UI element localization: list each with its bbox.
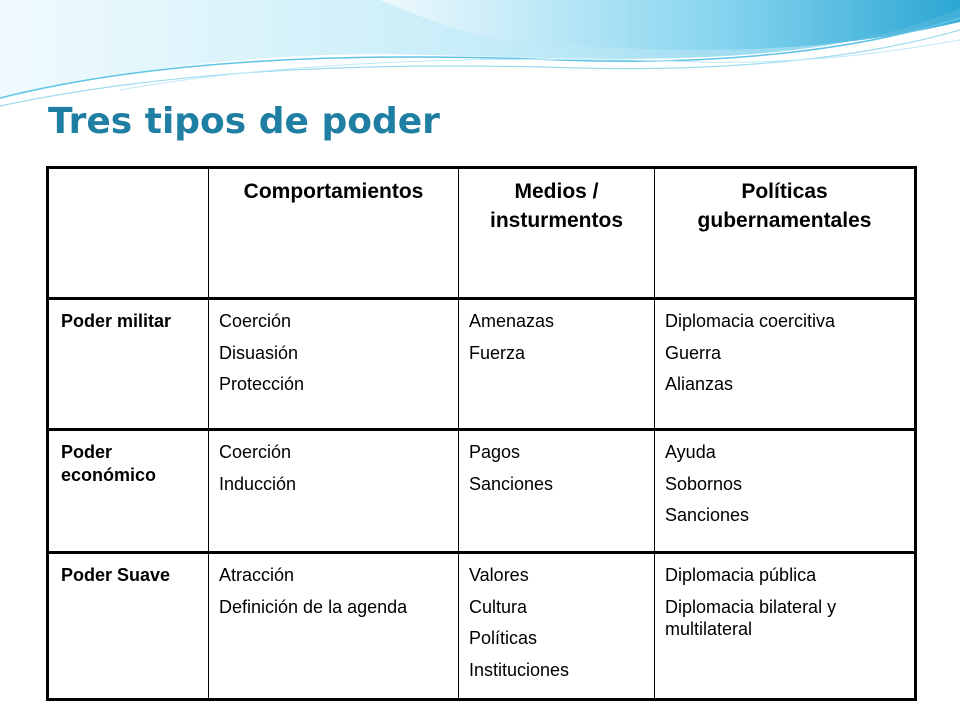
list-item: Definición de la agenda (219, 596, 408, 617)
cell-comportamientos (209, 430, 459, 553)
power-types-table (46, 166, 917, 701)
list-item: Diplomacia coercitiva (665, 311, 836, 331)
list-item: Coerción (219, 442, 292, 462)
header-empty-cell (48, 168, 209, 299)
cell-politicas (655, 430, 916, 553)
list-item: Sanciones (469, 473, 554, 494)
table-header-row (48, 168, 916, 299)
cell-politicas (655, 553, 916, 700)
cell-comportamientos (209, 299, 459, 430)
list-item: Atracción (219, 565, 295, 585)
cell-medios (459, 553, 655, 700)
decorative-wave-banner (0, 0, 960, 110)
list-item: Disuasión (219, 342, 299, 363)
row-label: Poder económico (48, 430, 209, 553)
cell-medios (459, 299, 655, 430)
cell-medios (459, 430, 655, 553)
list-item: Coerción (219, 311, 292, 331)
list-item: Diplomacia bilateral y multilateral (665, 596, 837, 639)
cell-politicas (655, 299, 916, 430)
list-item: Políticas (469, 628, 538, 648)
cell-comportamientos (209, 553, 459, 700)
list-item: Pagos (469, 442, 521, 462)
list-item: Sobornos (665, 473, 743, 494)
list-item: Amenazas (469, 311, 555, 331)
list-item: Sanciones (665, 505, 750, 525)
list-item: Guerra (665, 342, 722, 363)
list-item: Cultura (469, 596, 528, 617)
list-item: Instituciones (469, 659, 570, 680)
row-label: Poder militar (48, 299, 209, 430)
header-comportamientos: Comportamientos (209, 168, 459, 299)
list-item: Valores (469, 565, 529, 585)
list-item: Protección (219, 374, 305, 394)
page-title: Tres tipos de poder (48, 101, 440, 142)
list-item: Alianzas (665, 374, 734, 394)
list-item: Fuerza (469, 342, 526, 363)
table-row-poder-economico (48, 430, 916, 553)
header-medios: Medios / insturmentos (459, 168, 655, 299)
row-label: Poder Suave (48, 553, 209, 700)
list-item: Ayuda (665, 442, 716, 462)
table-row-poder-suave (48, 553, 916, 700)
list-item: Diplomacia pública (665, 565, 817, 585)
header-politicas: Políticas gubernamentales (655, 168, 916, 299)
list-item: Inducción (219, 473, 297, 494)
table-row-poder-militar (48, 299, 916, 430)
